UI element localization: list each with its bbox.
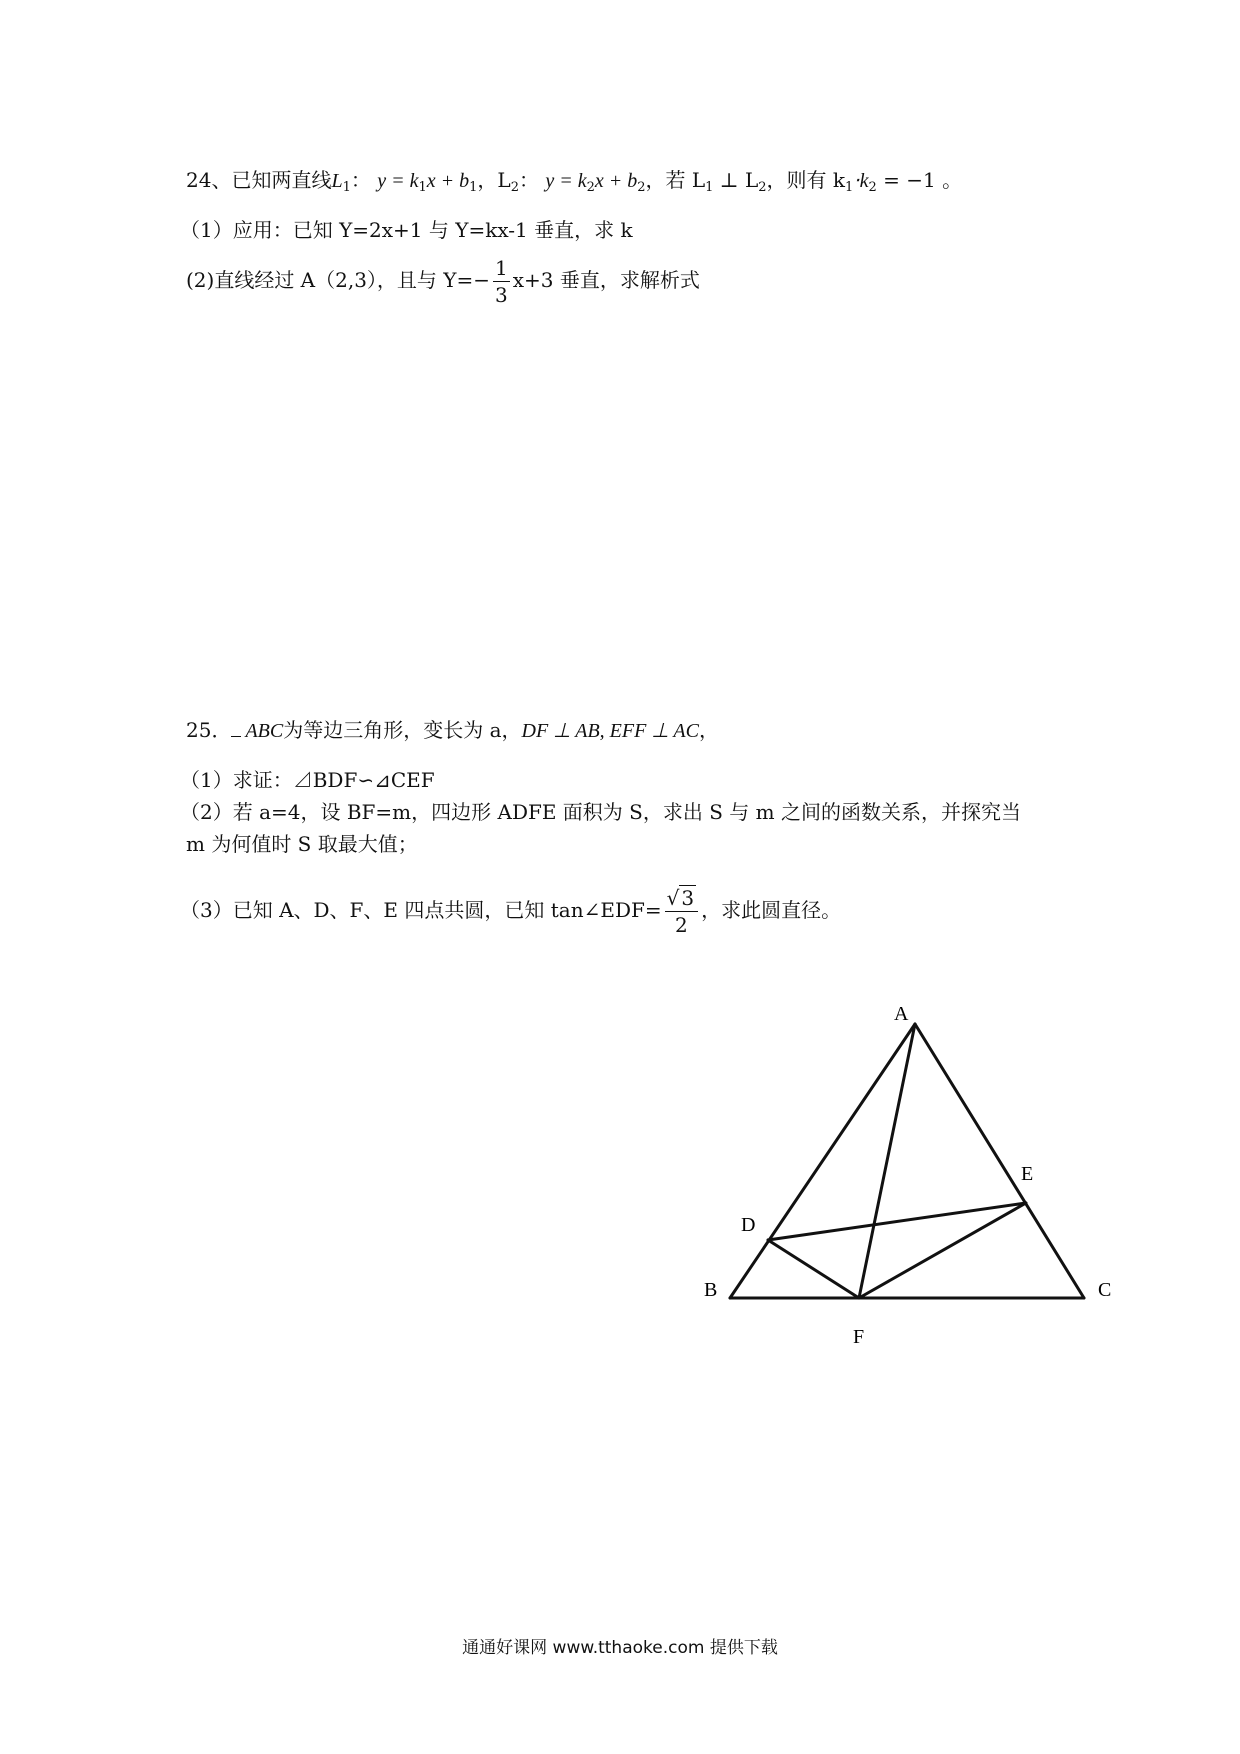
segment-de	[768, 1203, 1026, 1240]
cond-dot: ⋅k	[853, 170, 869, 192]
label-a: A	[894, 1003, 909, 1025]
label-e: E	[1021, 1163, 1034, 1185]
l1-colon: ：	[350, 168, 371, 192]
q24-part1: （1）应用：已知 Y=2x+1 与 Y=kx-1 垂直，求 k	[180, 218, 633, 242]
frac-den-2: 2	[675, 913, 688, 937]
q25-condition: DF ⊥ AB, EFF ⊥ AC	[521, 720, 699, 742]
footer-credit: 通通好课网 www.tthaoke.com 提供下载	[462, 1638, 778, 1658]
l1-eq-b: x + b	[426, 170, 470, 192]
l2-label: ，L	[477, 168, 511, 192]
q24-part2	[186, 258, 700, 305]
fraction-root3-over-2	[665, 888, 698, 935]
l1-sub: 1	[342, 180, 351, 195]
label-b: B	[704, 1279, 718, 1301]
q24-statement	[186, 168, 962, 196]
l2-eq-b-sub: 2	[637, 180, 646, 195]
l2-sub: 2	[510, 180, 519, 195]
triangle-abc: ABC	[245, 720, 284, 742]
l1-eq-b-sub: 1	[469, 180, 478, 195]
segment-ab	[730, 1024, 915, 1298]
segment-df	[768, 1240, 859, 1298]
l2-eq-a-sub: 2	[586, 180, 595, 195]
q25-part3-suffix: ，求此圆直径。	[701, 898, 842, 922]
cond-end: = −1 。	[876, 168, 963, 192]
triangle-symbol	[231, 722, 241, 737]
segment-ef	[859, 1203, 1026, 1298]
q25-part2-line2: m 为何值时 S 取最大值；	[186, 832, 418, 856]
q24-part2-suffix: x+3 垂直，求解析式	[512, 268, 700, 292]
l1-letter: L	[331, 170, 343, 192]
q25-statement	[186, 718, 719, 743]
label-f: F	[853, 1326, 865, 1348]
q25-number: 25．	[186, 718, 232, 742]
segment-af	[859, 1024, 915, 1298]
cond-b-sub: 1	[845, 180, 854, 195]
label-d: D	[741, 1214, 756, 1236]
q25-part1: （1）求证：⊿BDF∽⊿CEF	[180, 768, 435, 792]
frac-den: 3	[495, 283, 508, 307]
cond-dot-sub: 2	[868, 180, 877, 195]
cond-b: ，则有 k	[766, 168, 846, 192]
fraction-one-third	[493, 258, 510, 305]
radicand: 3	[681, 886, 695, 910]
cond-perp: ⊥ L	[713, 168, 759, 192]
l2-eq-b: x + b	[594, 170, 638, 192]
sqrt-symbol: √ 3	[666, 886, 695, 910]
cond-a-sub: 1	[705, 180, 714, 195]
l1-eq-a-sub: 1	[418, 180, 427, 195]
frac-root-num	[665, 888, 698, 912]
q25-text: 为等边三角形，变长为 a，	[283, 718, 522, 742]
cond-a: ，若 L	[645, 168, 706, 192]
q25-part2-line1: （2）若 a=4，设 BF=m，四边形 ADFE 面积为 S，求出 S 与 m 之间的函数关系，并探究当	[180, 800, 1021, 824]
label-c: C	[1098, 1279, 1112, 1301]
cond-perp-sub: 2	[758, 180, 767, 195]
q25-part3	[180, 888, 841, 935]
q25-part3-prefix: （3）已知 A、D、F、E 四点共圆，已知 tan∠EDF=	[180, 898, 662, 922]
q24-part2-prefix: (2)直线经过 A（2,3），且与 Y=−	[186, 268, 491, 292]
l2-colon: ：	[518, 168, 539, 192]
frac-num: 1	[495, 256, 508, 280]
l1-eq-a: y = k	[377, 170, 419, 192]
l2-eq-a: y = k	[545, 170, 587, 192]
segment-ac	[915, 1024, 1084, 1298]
q25-end: ，	[698, 718, 719, 742]
q24-prefix: 24、已知两直线	[186, 168, 332, 192]
